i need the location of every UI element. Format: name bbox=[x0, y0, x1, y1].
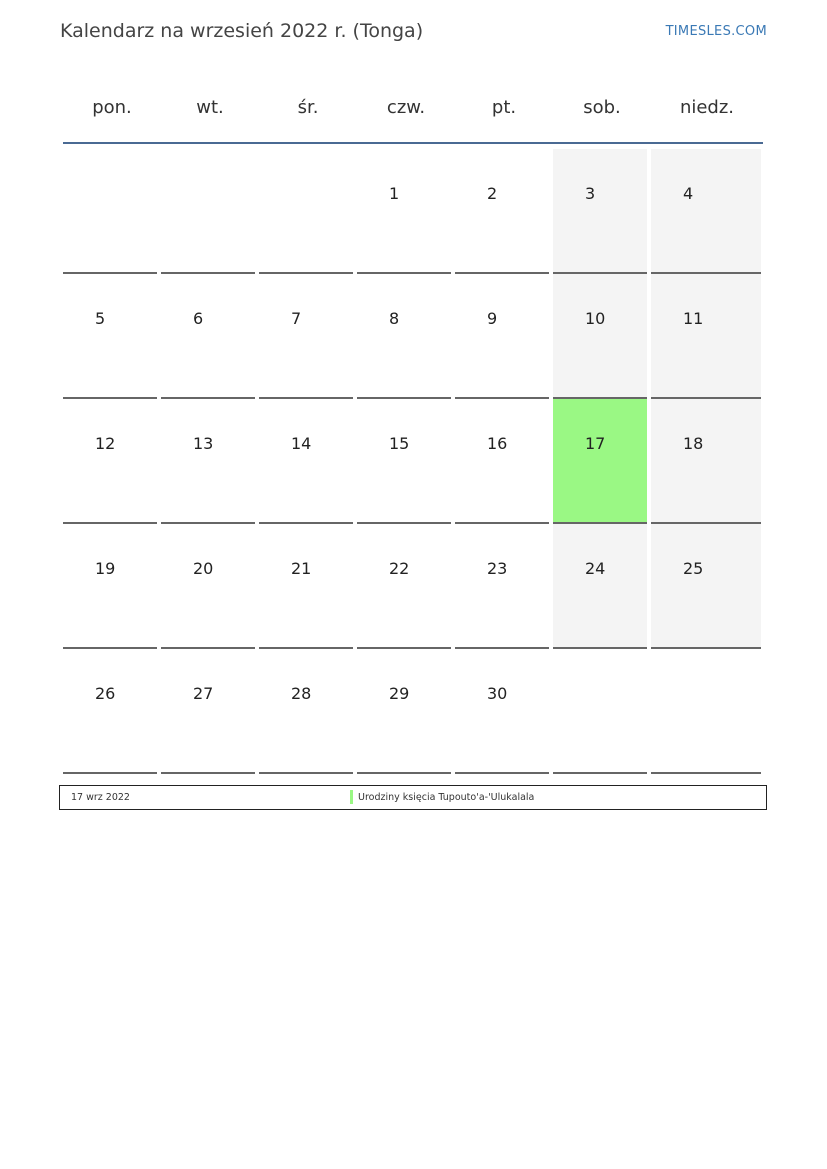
weekday-tue: wt. bbox=[196, 96, 224, 118]
weekday-sun: niedz. bbox=[679, 96, 735, 118]
day-cell[interactable] bbox=[259, 524, 353, 649]
day-cell[interactable] bbox=[455, 399, 549, 524]
day-number: 12 bbox=[95, 434, 116, 453]
day-cell[interactable] bbox=[161, 274, 255, 399]
day-number: 16 bbox=[487, 434, 508, 453]
day-number: 25 bbox=[683, 559, 704, 578]
day-cell[interactable] bbox=[455, 524, 549, 649]
day-cell[interactable] bbox=[259, 649, 353, 774]
day-cell[interactable] bbox=[455, 149, 549, 274]
day-cell[interactable] bbox=[161, 524, 255, 649]
week-row bbox=[63, 524, 763, 649]
day-number: 10 bbox=[585, 309, 606, 328]
day-number: 7 bbox=[291, 309, 302, 328]
day-number: 23 bbox=[487, 559, 508, 578]
weekday-sat: sob. bbox=[583, 96, 621, 118]
day-cell[interactable] bbox=[553, 274, 647, 399]
day-cell[interactable] bbox=[161, 399, 255, 524]
day-cell[interactable] bbox=[357, 524, 451, 649]
day-number: 3 bbox=[585, 184, 596, 203]
legend-holiday-name: Urodziny księcia Tupouto'a-'Ulukalala bbox=[358, 792, 535, 803]
day-number: 26 bbox=[95, 684, 116, 703]
day-cell[interactable] bbox=[553, 524, 647, 649]
empty-day-cell bbox=[553, 649, 647, 774]
day-number: 29 bbox=[389, 684, 410, 703]
day-cell[interactable] bbox=[651, 274, 761, 399]
day-cell[interactable] bbox=[651, 524, 761, 649]
week-row bbox=[63, 274, 763, 399]
weeks-container bbox=[63, 149, 763, 774]
day-cell[interactable] bbox=[651, 399, 761, 524]
day-cell[interactable] bbox=[553, 399, 647, 524]
day-number: 4 bbox=[683, 184, 694, 203]
brand-link[interactable]: TIMESLES.COM bbox=[665, 24, 767, 39]
day-number: 21 bbox=[291, 559, 312, 578]
weekday-thu: czw. bbox=[386, 96, 426, 118]
day-cell[interactable] bbox=[357, 274, 451, 399]
empty-day-cell bbox=[651, 649, 761, 774]
week-row bbox=[63, 649, 763, 774]
day-cell[interactable] bbox=[357, 399, 451, 524]
day-number: 17 bbox=[585, 434, 606, 453]
legend-date: 17 wrz 2022 bbox=[71, 792, 130, 803]
day-number: 13 bbox=[193, 434, 214, 453]
day-cell[interactable] bbox=[63, 274, 157, 399]
day-cell[interactable] bbox=[357, 649, 451, 774]
day-number: 30 bbox=[487, 684, 508, 703]
day-cell[interactable] bbox=[651, 149, 761, 274]
empty-day-cell bbox=[161, 149, 255, 274]
empty-day-cell bbox=[63, 149, 157, 274]
week-row bbox=[63, 149, 763, 274]
week-row bbox=[63, 399, 763, 524]
calendar-grid bbox=[63, 72, 763, 774]
weekday-wed: śr. bbox=[297, 96, 319, 118]
holiday-color-marker bbox=[350, 790, 353, 804]
day-number: 24 bbox=[585, 559, 606, 578]
day-cell[interactable] bbox=[357, 149, 451, 274]
day-number: 14 bbox=[291, 434, 312, 453]
day-cell[interactable] bbox=[553, 149, 647, 274]
day-cell[interactable] bbox=[63, 524, 157, 649]
day-number: 9 bbox=[487, 309, 498, 328]
day-cell[interactable] bbox=[161, 649, 255, 774]
day-number: 11 bbox=[683, 309, 704, 328]
day-cell[interactable] bbox=[63, 399, 157, 524]
day-number: 28 bbox=[291, 684, 312, 703]
day-number: 8 bbox=[389, 309, 400, 328]
day-number: 5 bbox=[95, 309, 106, 328]
empty-day-cell bbox=[259, 149, 353, 274]
day-number: 27 bbox=[193, 684, 214, 703]
day-number: 19 bbox=[95, 559, 116, 578]
weekday-header bbox=[63, 72, 763, 142]
weekday-mon: pon. bbox=[92, 96, 132, 118]
holiday-legend bbox=[59, 785, 767, 810]
day-number: 1 bbox=[389, 184, 400, 203]
day-cell[interactable] bbox=[259, 274, 353, 399]
day-number: 18 bbox=[683, 434, 704, 453]
weekday-fri: pt. bbox=[491, 96, 517, 118]
day-cell[interactable] bbox=[455, 274, 549, 399]
day-number: 6 bbox=[193, 309, 204, 328]
header-divider bbox=[63, 142, 763, 144]
page-title: Kalendarz na wrzesień 2022 r. (Tonga) bbox=[60, 20, 424, 42]
day-number: 20 bbox=[193, 559, 214, 578]
day-number: 2 bbox=[487, 184, 498, 203]
day-number: 22 bbox=[389, 559, 410, 578]
day-cell[interactable] bbox=[455, 649, 549, 774]
day-cell[interactable] bbox=[259, 399, 353, 524]
day-cell[interactable] bbox=[63, 649, 157, 774]
day-number: 15 bbox=[389, 434, 410, 453]
